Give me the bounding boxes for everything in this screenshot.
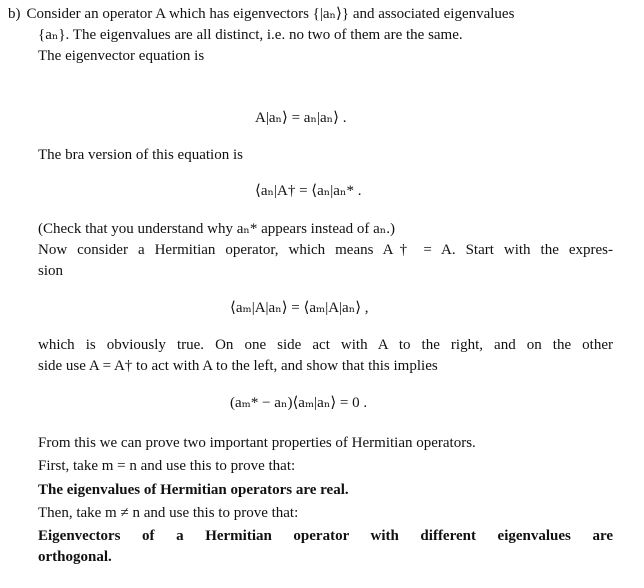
act-text-line-1: which is obviously true. On one side act with A to the right, and on the other — [38, 337, 613, 353]
part-label: b) — [8, 6, 21, 22]
first-step-text: First, take m = n and use this to prove that: — [38, 458, 296, 474]
hermitian-intro-line-1: Now consider a Hermitian operator, which means A† = A. Start with the expres- — [38, 242, 613, 258]
bra-equation: ⟨aₙ|A† = ⟨aₙ|aₙ* . — [255, 183, 362, 199]
hermitian-intro-line-2: sion — [38, 263, 64, 279]
check-note: (Check that you understand why aₙ* appears instead of aₙ.) — [38, 221, 396, 237]
eigenvector-equation: A|aₙ⟩ = aₙ|aₙ⟩ . — [255, 110, 347, 126]
second-result-line-1: Eigenvectors of a Hermitian operator with different eigenvalues are — [38, 528, 613, 544]
first-result: The eigenvalues of Hermitian operators are real. — [38, 482, 349, 498]
second-result-line-2: orthogonal. — [38, 549, 112, 565]
bra-intro-text: The bra version of this equation is — [38, 147, 243, 163]
expression-equation: ⟨aₘ|A|aₙ⟩ = ⟨aₘ|A|aₙ⟩ , — [230, 300, 369, 316]
intro-text-1: Consider an operator A which has eigenvectors {|aₙ⟩} and associated eigenvalues — [26, 6, 515, 22]
intro-line-3: The eigenvector equation is — [38, 48, 205, 64]
properties-intro: From this we can prove two important properties of Hermitian operators. — [38, 435, 476, 451]
intro-line-1 — [8, 4, 514, 25]
implies-equation: (aₘ* − aₙ)⟨aₘ|aₙ⟩ = 0 . — [230, 395, 368, 411]
second-step-text: Then, take m ≠ n and use this to prove that: — [38, 505, 299, 521]
intro-line-2: {aₙ}. The eigenvalues are all distinct, i.e. no two of them are the same. — [38, 27, 463, 43]
act-text-line-2: side use A = A† to act with A to the left, and show that this implies — [38, 358, 438, 374]
